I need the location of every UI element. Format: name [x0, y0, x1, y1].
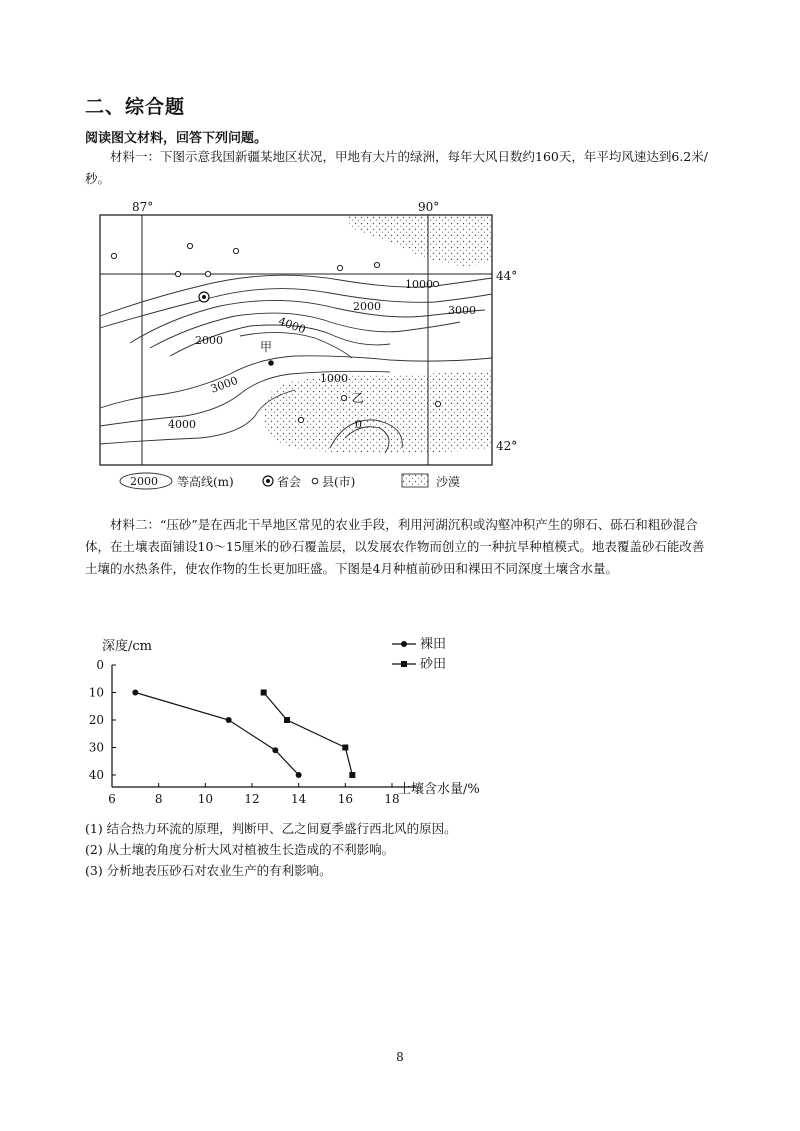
map-legend: [120, 473, 460, 489]
legend-series-sand-field: 砂田: [420, 657, 447, 672]
legend-desert-text: 沙漠: [436, 475, 461, 489]
x-tick-label: 10: [197, 792, 213, 806]
data-point-sand-field: [349, 772, 355, 778]
location-jia-dot: [268, 360, 274, 366]
y-tick-label: 0: [96, 658, 104, 672]
y-tick-label: 40: [88, 768, 104, 782]
chart-y-axis-label: 深度/cm: [102, 639, 152, 654]
contour-label: 0: [355, 418, 362, 431]
legend-capital-text: 省会: [277, 475, 302, 489]
contour-label: 2000: [353, 300, 381, 313]
county-icon: [337, 265, 342, 270]
county-icon: [111, 253, 116, 258]
latitude-label: 44°: [496, 269, 518, 283]
x-tick-label: 18: [384, 792, 400, 806]
instruction: 阅读图文材料，回答下列问题。: [85, 131, 268, 146]
y-tick-label: 10: [88, 685, 104, 700]
desert-area-south: [264, 370, 492, 453]
latitude-label: 42°: [496, 439, 518, 453]
place-label-yi: 乙: [352, 391, 365, 405]
data-point-bare-field: [296, 772, 302, 778]
provincial-capital-icon: [199, 292, 209, 302]
data-point-bare-field: [132, 690, 138, 696]
legend-desert-swatch: [402, 474, 428, 487]
x-tick-label: 8: [154, 792, 163, 806]
data-point-sand-field: [284, 717, 290, 723]
county-icon: [435, 401, 440, 406]
county-icon: [341, 395, 346, 400]
county-icon: [205, 271, 210, 276]
data-point-bare-field: [272, 747, 278, 753]
question-1: (1) 结合热力环流的原理，判断甲、乙之间夏季盛行西北风的原因。: [85, 821, 457, 836]
contour-label: 4000: [168, 418, 196, 431]
xinjiang-map-figure: [90, 198, 530, 498]
y-tick-label: 20: [88, 713, 104, 727]
legend-county-text: 县(市): [322, 475, 356, 489]
question-2: (2) 从土壤的角度分析大风对植被生长造成的不利影响。: [85, 842, 395, 857]
longitude-label: 87°: [132, 200, 154, 214]
x-tick-label: 14: [291, 792, 307, 806]
soil-moisture-chart: [80, 630, 520, 810]
section-title: 二、综合题: [85, 96, 186, 118]
place-label-jia: 甲: [260, 340, 273, 354]
question-3: (3) 分析地表压砂石对农业生产的有利影响。: [85, 863, 332, 878]
x-tick-label: 16: [337, 792, 353, 806]
chart-x-axis-label: 土壤含水量/%: [398, 782, 480, 797]
data-point-sand-field: [261, 690, 267, 696]
county-icon: [433, 281, 438, 286]
county-icon: [233, 248, 238, 253]
contour-label: 3000: [448, 304, 476, 317]
page-number: 8: [396, 1050, 404, 1064]
material-two-text: 材料二：“压砂”是在西北干旱地区常见的农业手段，利用河湖沉积或沟壑冲积产生的卵石、砾石和粗砂混合体，在土壤表面铺设10～15厘米的砂石覆盖层，以发展农作物而创立的一种抗旱种植模式。地表覆盖砂石能改善土壤的水热条件，使农作物的生长更加旺盛。下图是4月种植前砂田和裸田不同深度土壤含水量。: [85, 517, 705, 576]
county-icon: [374, 262, 379, 267]
data-point-sand-field: [342, 745, 348, 751]
legend-contour-sample: 2000: [130, 475, 158, 488]
contour-label: 1000: [405, 278, 433, 291]
county-icon: [298, 417, 303, 422]
longitude-label: 90°: [418, 200, 440, 214]
county-icon: [187, 243, 192, 248]
x-tick-label: 12: [244, 792, 260, 806]
data-point-bare-field: [226, 717, 232, 723]
legend-contour-text: 等高线(m): [177, 475, 234, 489]
material-one-text: 材料一：下图示意我国新疆某地区状况，甲地有大片的绿洲，每年大风日数约160天，年平均风速达到6.2米/秒。: [85, 149, 708, 186]
series-line-sand-field: [264, 693, 353, 776]
chart-legend: [392, 637, 446, 672]
contour-label: 3000: [208, 373, 240, 396]
contour-label: 1000: [320, 372, 348, 385]
y-tick-label: 30: [88, 740, 104, 755]
legend-series-bare-field: 裸田: [420, 637, 447, 652]
contour-label: 2000: [195, 334, 223, 347]
x-tick-label: 6: [108, 792, 116, 806]
county-icon: [175, 271, 180, 276]
contour-label: 4000: [276, 314, 308, 337]
